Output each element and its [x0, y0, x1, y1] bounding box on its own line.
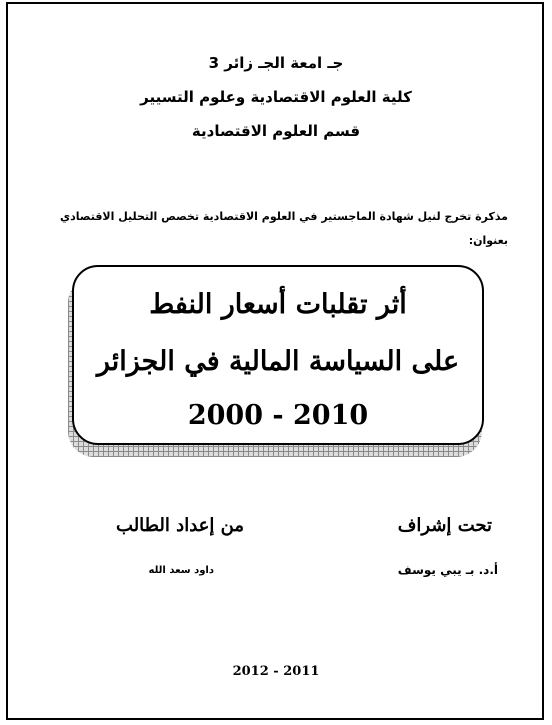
university-name: جـ امعة الجـ زائر 3 — [208, 54, 344, 72]
thesis-title-line-1: أثر تقلبات أسعار النفط — [149, 289, 407, 320]
supervisor-name: أ.د. بـ يبي يوسف — [397, 563, 498, 577]
thesis-title-line-2: على السياسة المالية في الجزائر — [96, 346, 460, 377]
supervision-label: تحت إشراف — [397, 515, 492, 536]
thesis-intro: مذكرة تخرج لنيل شهادة الماجستير في العلوم الاقتصادية تخصص التحليل الاقتصادي بعنوان: — [60, 210, 508, 247]
department-name: قسم العلوم الاقتصادية — [191, 122, 361, 140]
student-label: من إعداد الطالب — [116, 515, 244, 536]
thesis-title-period: 2010 - 2000 — [187, 400, 369, 431]
faculty-name: كلية العلوم الاقتصادية وعلوم التسيير — [140, 88, 412, 106]
academic-year: 2012 - 2011 — [232, 664, 320, 679]
student-name: داود سعد الله — [148, 565, 214, 576]
